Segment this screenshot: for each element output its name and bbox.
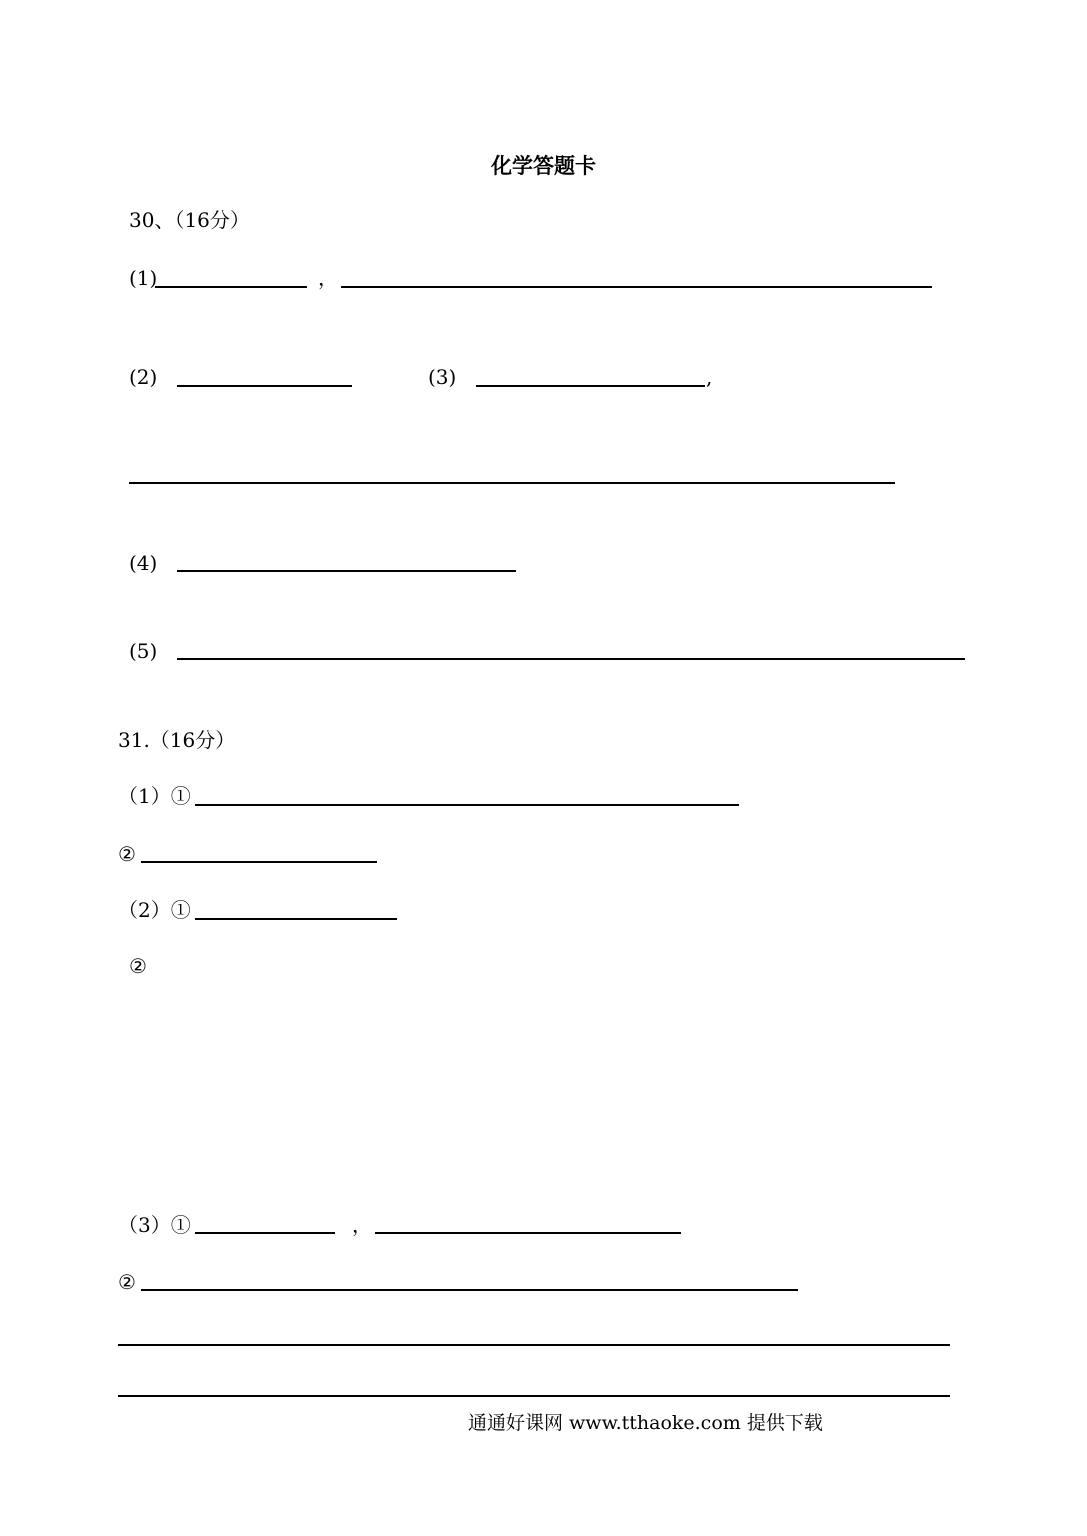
q30-part5-label: (5) [129,639,158,663]
q31-part3-sub1-blank-b[interactable] [375,1232,681,1234]
q31-part2-sub2-label: ② [129,954,147,978]
q31-part2-sub1-label: （2）① [118,898,191,922]
q30-header: 30、（16分） [129,208,250,232]
q31-part3-sub2-label: ② [118,1270,136,1294]
q31-part1-sub1-blank[interactable] [195,804,739,806]
q31-part3-sub2-blank-c[interactable] [118,1395,950,1397]
q31-part3-sub2-blank-a[interactable] [141,1289,798,1291]
q31-part1-sub1-label: （1）① [118,784,191,808]
q30-part2-label: (2) [129,365,158,389]
footer-source: 通通好课网 www.tthaoke.com 提供下载 [468,1412,823,1434]
q30-part5-blank[interactable] [177,658,965,660]
q31-part2-sub1-blank[interactable] [195,918,397,920]
card-title: 化学答题卡 [491,154,596,178]
q31-part3-sub1-label: （3）① [118,1213,191,1237]
q30-part3-label: (3) [428,365,457,389]
q30-part2-blank[interactable] [177,385,352,387]
q30-part4-label: (4) [129,551,158,575]
q30-part1-label: (1) [129,266,158,290]
q30-part4-blank[interactable] [177,570,516,572]
q31-part3-sub1-blank-a[interactable] [195,1232,335,1234]
q31-part1-sub2-label: ② [118,842,136,866]
q30-part1-comma: ， [318,266,338,290]
q31-part1-sub2-blank[interactable] [141,861,377,863]
q30-part1-blank-a[interactable] [155,286,307,288]
q31-part3-comma: ， [352,1213,372,1237]
q30-part3-comma: , [706,365,713,389]
q31-part3-sub2-blank-b[interactable] [118,1344,950,1346]
q30-part1-blank-b[interactable] [341,286,932,288]
q30-part3-blank-b[interactable] [129,482,895,484]
q31-header: 31.（16分） [118,728,236,752]
q30-part3-blank-a[interactable] [476,385,705,387]
